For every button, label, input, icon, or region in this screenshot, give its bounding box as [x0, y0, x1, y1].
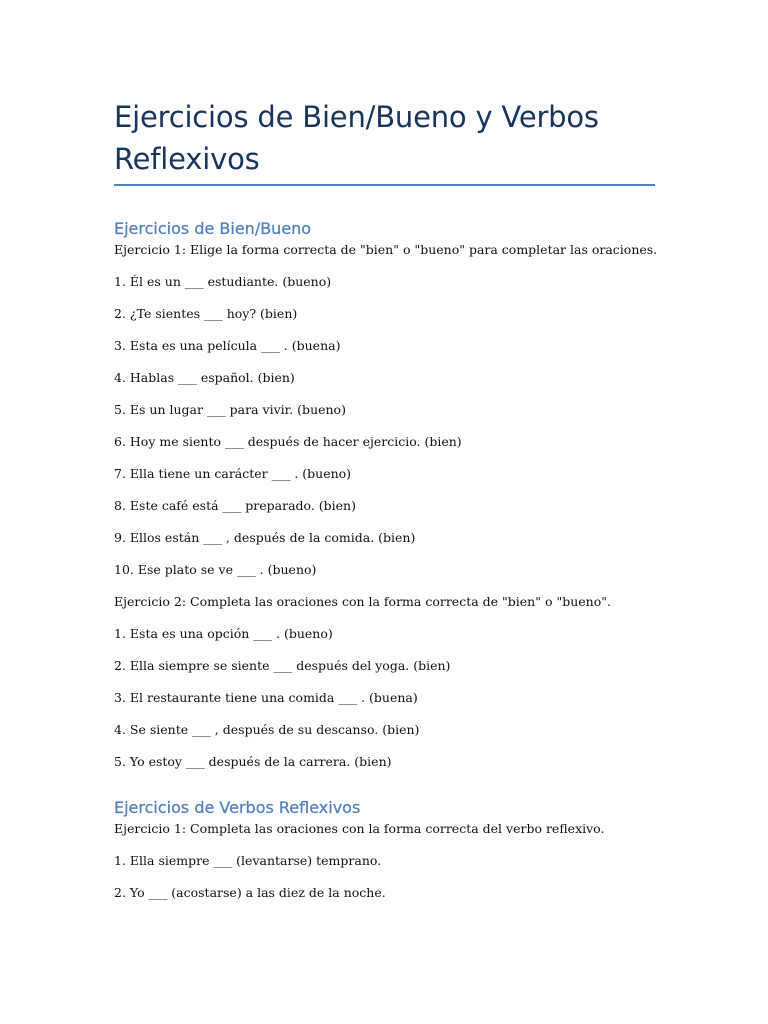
title-underline [114, 184, 655, 186]
exercise-item: 6. Hoy me siento ___ después de hacer ejercicio. (bien) [114, 434, 462, 449]
exercise-instruction: Ejercicio 1: Elige la forma correcta de "bien" o "bueno" para completar las oraciones. [114, 242, 658, 257]
exercise-item: 3. Esta es una película ___ . (buena) [114, 338, 341, 353]
exercise-item: 2. ¿Te sientes ___ hoy? (bien) [114, 306, 298, 321]
section-bien-bueno [114, 218, 658, 770]
exercise-item: 4. Hablas ___ español. (bien) [114, 370, 295, 385]
document-title: Ejercicios de Bien/Bueno y Verbos Reflexivos [114, 100, 599, 176]
exercise-instruction: Ejercicio 2: Completa las oraciones con la forma correcta de "bien" o "bueno". [114, 594, 611, 609]
exercise-item: 4. Se siente ___ , después de su descanso. (bien) [114, 722, 420, 737]
exercise-item: 1. Él es un ___ estudiante. (bueno) [114, 274, 332, 289]
exercise-item: 7. Ella tiene un carácter ___ . (bueno) [114, 466, 352, 481]
exercise-item: 3. El restaurante tiene una comida ___ . (buena) [114, 690, 418, 705]
exercise-item: 5. Yo estoy ___ después de la carrera. (bien) [114, 754, 392, 769]
exercise-item: 1. Ella siempre ___ (levantarse) temprano. [114, 853, 382, 868]
exercise-item: 9. Ellos están ___ , después de la comida. (bien) [114, 530, 416, 545]
exercise-item: 1. Esta es una opción ___ . (bueno) [114, 626, 333, 641]
exercise-item: 10. Ese plato se ve ___ . (bueno) [114, 562, 317, 577]
exercise-item: 2. Ella siempre se siente ___ después del yoga. (bien) [114, 658, 451, 673]
section-heading: Ejercicios de Verbos Reflexivos [114, 798, 361, 817]
section-verbos-reflexivos [114, 797, 654, 901]
exercise-item: 2. Yo ___ (acostarse) a las diez de la noche. [114, 885, 386, 900]
section-heading: Ejercicios de Bien/Bueno [114, 219, 312, 238]
exercise-item: 5. Es un lugar ___ para vivir. (bueno) [114, 402, 346, 417]
exercise-instruction: Ejercicio 1: Completa las oraciones con la forma correcta del verbo reflexivo. [114, 821, 605, 836]
exercise-item: 8. Este café está ___ preparado. (bien) [114, 498, 356, 513]
